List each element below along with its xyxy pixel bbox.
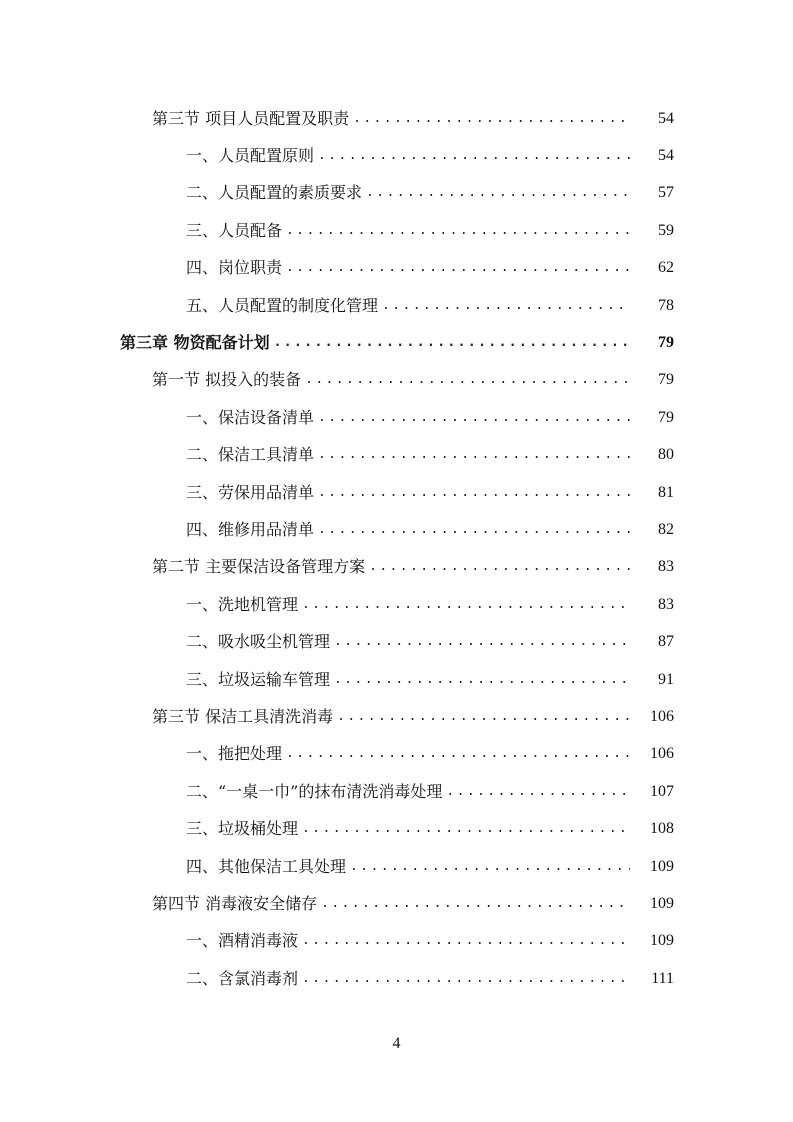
toc-page-number: 81 <box>658 483 674 501</box>
toc-entry-line <box>186 408 793 428</box>
toc-dot-leader <box>350 857 630 877</box>
toc-subsection-entry[interactable] <box>0 287 793 324</box>
toc-dot-leader <box>286 258 630 278</box>
toc-dot-leader <box>318 408 630 428</box>
toc-page-number: 59 <box>658 221 674 239</box>
toc-subsection-entry[interactable] <box>0 623 793 660</box>
toc-entry-title: 三、垃圾桶处理 <box>186 819 299 839</box>
toc-entry-title: 二、人员配置的素质要求 <box>186 183 363 203</box>
toc-entry-line <box>186 931 793 951</box>
toc-page-number: 62 <box>658 259 674 277</box>
toc-subsection-entry[interactable] <box>0 212 793 249</box>
toc-entry-title: 第三节 项目人员配置及职责 <box>152 108 350 128</box>
toc-entry-title: 二、含氯消毒剂 <box>186 968 299 988</box>
toc-page-number: 108 <box>650 820 674 838</box>
toc-dot-leader <box>334 632 630 652</box>
toc-entry-line <box>152 707 793 727</box>
toc-chapter-entry[interactable] <box>0 324 793 361</box>
toc-entry-line <box>186 296 793 316</box>
toc-section-entry[interactable] <box>0 362 793 399</box>
toc-entry-line <box>186 632 793 652</box>
toc-entry-title: 三、人员配备 <box>186 220 283 240</box>
toc-entry-line <box>186 857 793 877</box>
toc-entry-title: 四、维修用品清单 <box>186 519 315 539</box>
toc-dot-leader <box>286 221 630 241</box>
toc-entry-line <box>186 183 793 203</box>
toc-entry-title: 第三章 物资配备计划 <box>120 333 270 353</box>
toc-page-number: 54 <box>658 109 674 127</box>
toc-dot-leader <box>318 146 630 166</box>
toc-entry-line <box>186 744 793 764</box>
toc-entry-line <box>186 670 793 690</box>
toc-page-number: 109 <box>650 932 674 950</box>
toc-dot-leader <box>318 445 630 465</box>
table-of-contents <box>0 100 793 997</box>
toc-entry-line <box>186 221 793 241</box>
toc-entry-title: 第三节 保洁工具清洗消毒 <box>152 706 334 726</box>
toc-page-number: 82 <box>658 520 674 538</box>
toc-subsection-entry[interactable] <box>0 586 793 623</box>
toc-dot-leader <box>318 520 630 540</box>
toc-entry-title: 二、保洁工具清单 <box>186 445 315 465</box>
toc-entry-title: 五、人员配置的制度化管理 <box>186 295 379 315</box>
page-number: 4 <box>392 1035 401 1052</box>
toc-section-entry[interactable] <box>0 698 793 735</box>
toc-page-number: 78 <box>658 296 674 314</box>
toc-subsection-entry[interactable] <box>0 437 793 474</box>
toc-page-number: 83 <box>658 595 674 613</box>
toc-page-number: 80 <box>658 446 674 464</box>
toc-entry-title: 三、垃圾运输车管理 <box>186 669 331 689</box>
toc-page-number: 79 <box>658 371 674 389</box>
toc-section-entry[interactable] <box>0 100 793 137</box>
toc-entry-line <box>152 109 793 129</box>
toc-entry-title: 二、吸水吸尘机管理 <box>186 632 331 652</box>
toc-page-number: 106 <box>650 707 674 725</box>
toc-entry-title: 一、保洁设备清单 <box>186 407 315 427</box>
toc-entry-title: 一、洗地机管理 <box>186 594 299 614</box>
toc-entry-title: 四、其他保洁工具处理 <box>186 856 347 876</box>
toc-subsection-entry[interactable] <box>0 474 793 511</box>
toc-page-number: 57 <box>658 184 674 202</box>
toc-entry-line <box>186 782 793 802</box>
toc-dot-leader <box>302 969 630 989</box>
toc-page-number: 79 <box>658 408 674 426</box>
toc-entry-line <box>186 520 793 540</box>
toc-dot-leader <box>321 894 630 914</box>
toc-subsection-entry[interactable] <box>0 399 793 436</box>
toc-dot-leader <box>305 370 630 390</box>
toc-entry-title: 二、“一桌一巾”的抹布清洗消毒处理 <box>186 781 443 801</box>
toc-dot-leader <box>318 483 630 503</box>
toc-page-number: 91 <box>658 670 674 688</box>
toc-page-number: 54 <box>658 147 674 165</box>
toc-entry-line <box>186 595 793 615</box>
toc-subsection-entry[interactable] <box>0 175 793 212</box>
toc-section-entry[interactable] <box>0 885 793 922</box>
toc-subsection-entry[interactable] <box>0 960 793 997</box>
toc-entry-line <box>186 258 793 278</box>
toc-dot-leader <box>446 782 630 802</box>
toc-subsection-entry[interactable] <box>0 661 793 698</box>
toc-entry-line <box>152 894 793 914</box>
toc-subsection-entry[interactable] <box>0 511 793 548</box>
toc-dot-leader <box>353 109 630 129</box>
toc-page-number: 107 <box>650 782 674 800</box>
toc-entry-title: 第一节 拟投入的装备 <box>152 370 302 390</box>
toc-entry-title: 三、劳保用品清单 <box>186 482 315 502</box>
toc-page-number: 109 <box>650 894 674 912</box>
toc-dot-leader <box>286 744 630 764</box>
toc-page-number: 83 <box>658 558 674 576</box>
toc-dot-leader <box>302 819 630 839</box>
toc-entry-title: 一、拖把处理 <box>186 744 283 764</box>
toc-subsection-entry[interactable] <box>0 736 793 773</box>
toc-dot-leader <box>369 557 630 577</box>
toc-entry-title: 第二节 主要保洁设备管理方案 <box>152 557 366 577</box>
toc-dot-leader <box>302 931 630 951</box>
toc-subsection-entry[interactable] <box>0 848 793 885</box>
toc-page-number: 109 <box>650 857 674 875</box>
toc-subsection-entry[interactable] <box>0 923 793 960</box>
toc-entry-line <box>186 819 793 839</box>
toc-entry-line <box>186 146 793 166</box>
toc-entry-line <box>186 445 793 465</box>
toc-dot-leader <box>382 296 630 316</box>
toc-entry-line <box>152 370 793 390</box>
toc-entry-title: 一、人员配置原则 <box>186 146 315 166</box>
toc-dot-leader <box>302 595 630 615</box>
toc-page-number: 87 <box>658 633 674 651</box>
toc-page-number: 106 <box>650 745 674 763</box>
toc-dot-leader <box>366 183 630 203</box>
toc-entry-line <box>186 483 793 503</box>
toc-page-number: 79 <box>658 334 674 352</box>
toc-page-number: 111 <box>651 969 674 987</box>
toc-subsection-entry[interactable] <box>0 810 793 847</box>
toc-entry-line <box>186 969 793 989</box>
toc-entry-title: 第四节 消毒液安全储存 <box>152 893 318 913</box>
toc-section-entry[interactable] <box>0 549 793 586</box>
toc-entry-title: 四、岗位职责 <box>186 258 283 278</box>
toc-subsection-entry[interactable] <box>0 773 793 810</box>
toc-dot-leader <box>337 707 630 727</box>
toc-dot-leader <box>334 670 630 690</box>
toc-subsection-entry[interactable] <box>0 137 793 174</box>
toc-entry-line <box>152 557 793 577</box>
toc-entry-line <box>120 333 793 353</box>
toc-subsection-entry[interactable] <box>0 250 793 287</box>
toc-dot-leader <box>274 333 630 353</box>
toc-entry-title: 一、酒精消毒液 <box>186 931 299 951</box>
